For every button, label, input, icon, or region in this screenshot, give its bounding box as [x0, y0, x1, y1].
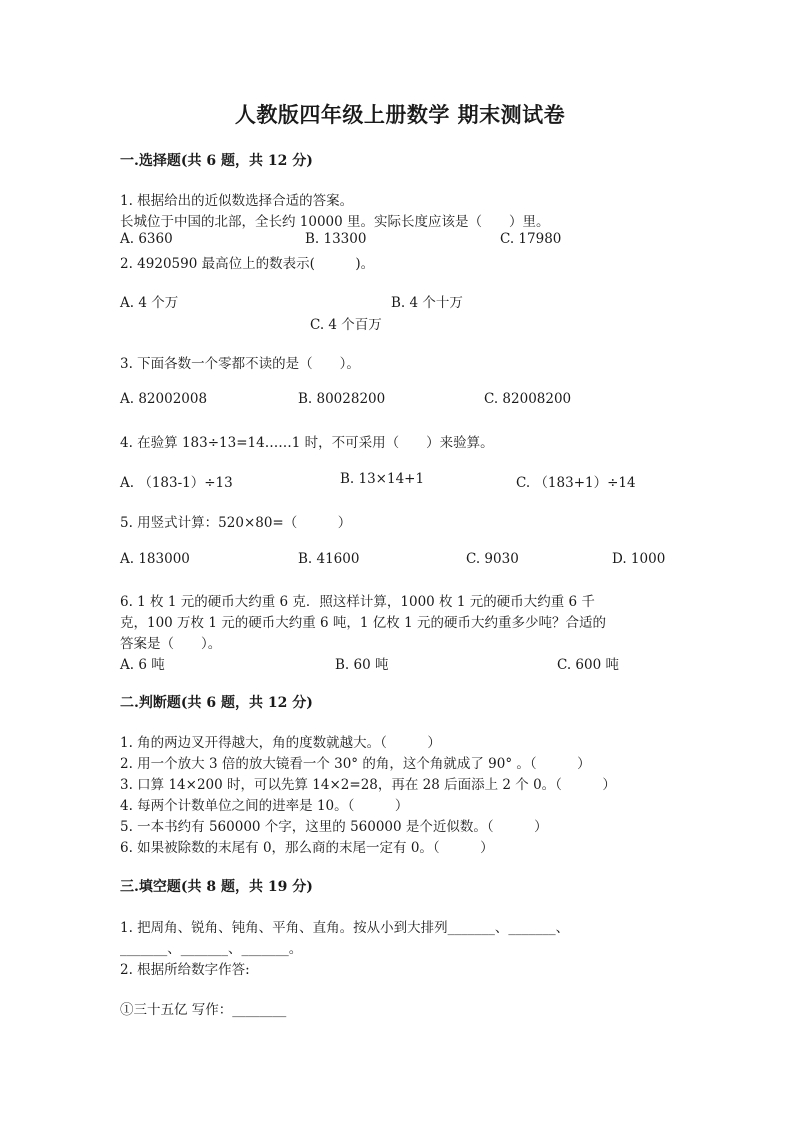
option-a: A. 82002008	[120, 391, 208, 407]
option-a: A. 183000	[120, 551, 190, 567]
option-a: A. 6360	[120, 231, 173, 247]
option-b: B. 60 吨	[335, 657, 389, 673]
judgement-item: 5. 一本书约有 560000 个字，这里的 560000 是个近似数。（ ）	[120, 819, 548, 835]
page-title: 人教版四年级上册数学 期末测试卷	[234, 102, 566, 127]
question-stem: 2. 4920590 最高位上的数表示( )。	[120, 256, 375, 272]
question-stem: 1. 把周角、锐角、钝角、平角、直角。按从小到大排列_______、_______、	[120, 920, 570, 936]
option-c: C. 9030	[466, 551, 519, 567]
option-d: D. 1000	[612, 551, 666, 567]
section-heading-fill-in: 三.填空题(共 8 题，共 19 分)	[120, 879, 313, 895]
question-stem: 5. 用竖式计算：520×80=（ ）	[120, 515, 352, 531]
option-b: B. 41600	[298, 551, 360, 567]
question-stem: 4. 在验算 183÷13=14……1 时，不可采用（ ）来验算。	[120, 435, 494, 451]
option-a: A. 6 吨	[120, 657, 165, 673]
question-stem: 1. 根据给出的近似数选择合适的答案。	[120, 193, 354, 209]
option-b: B. 4 个十万	[391, 295, 463, 311]
option-c: C. 600 吨	[557, 657, 619, 673]
option-b: B. 13300	[305, 231, 367, 247]
sub-question: ①三十五亿 写作：________	[120, 1002, 287, 1018]
option-c: C. 4 个百万	[310, 317, 382, 333]
judgement-item: 2. 用一个放大 3 倍的放大镜看一个 30° 的角，这个角就成了 90° 。（ ）	[120, 756, 591, 772]
option-a: A. （183-1）÷13	[120, 475, 233, 491]
option-a: A. 4 个万	[120, 295, 179, 311]
question-stem: 2. 根据所给数字作答:	[120, 962, 250, 978]
judgement-item: 6. 如果被除数的末尾有 0，那么商的末尾一定有 0。（ ）	[120, 840, 494, 856]
judgement-item: 3. 口算 14×200 时，可以先算 14×2=28，再在 28 后面添上 2 个 0。（ ）	[120, 777, 616, 793]
question-stem: 克，100 万枚 1 元的硬币大约重 6 吨，1 亿枚 1 元的硬币大约重多少吨？合适的	[120, 615, 606, 631]
question-stem: 6. 1 枚 1 元的硬币大约重 6 克．照这样计算，1000 枚 1 元的硬币大约重 6 千	[120, 594, 595, 610]
question-stem: 长城位于中国的北部，全长约 10000 里。实际长度应该是（ ）里。	[120, 214, 550, 230]
option-b: B. 13×14+1	[340, 471, 425, 487]
option-b: B. 80028200	[298, 391, 386, 407]
question-stem: _______、_______、_______。	[120, 941, 303, 957]
judgement-item: 4. 每两个计数单位之间的进率是 10。（ ）	[120, 798, 409, 814]
option-c: C. （183+1）÷14	[516, 475, 636, 491]
question-stem: 3. 下面各数一个零都不读的是（ ）。	[120, 356, 360, 372]
judgement-item: 1. 角的两边叉开得越大，角的度数就越大。（ ）	[120, 735, 441, 751]
option-c: C. 17980	[500, 231, 562, 247]
section-heading-choice: 一.选择题(共 6 题，共 12 分)	[120, 153, 313, 169]
option-c: C. 82008200	[484, 391, 572, 407]
section-heading-judgement: 二.判断题(共 6 题，共 12 分)	[120, 695, 313, 711]
question-stem: 答案是（ ）。	[120, 636, 222, 652]
